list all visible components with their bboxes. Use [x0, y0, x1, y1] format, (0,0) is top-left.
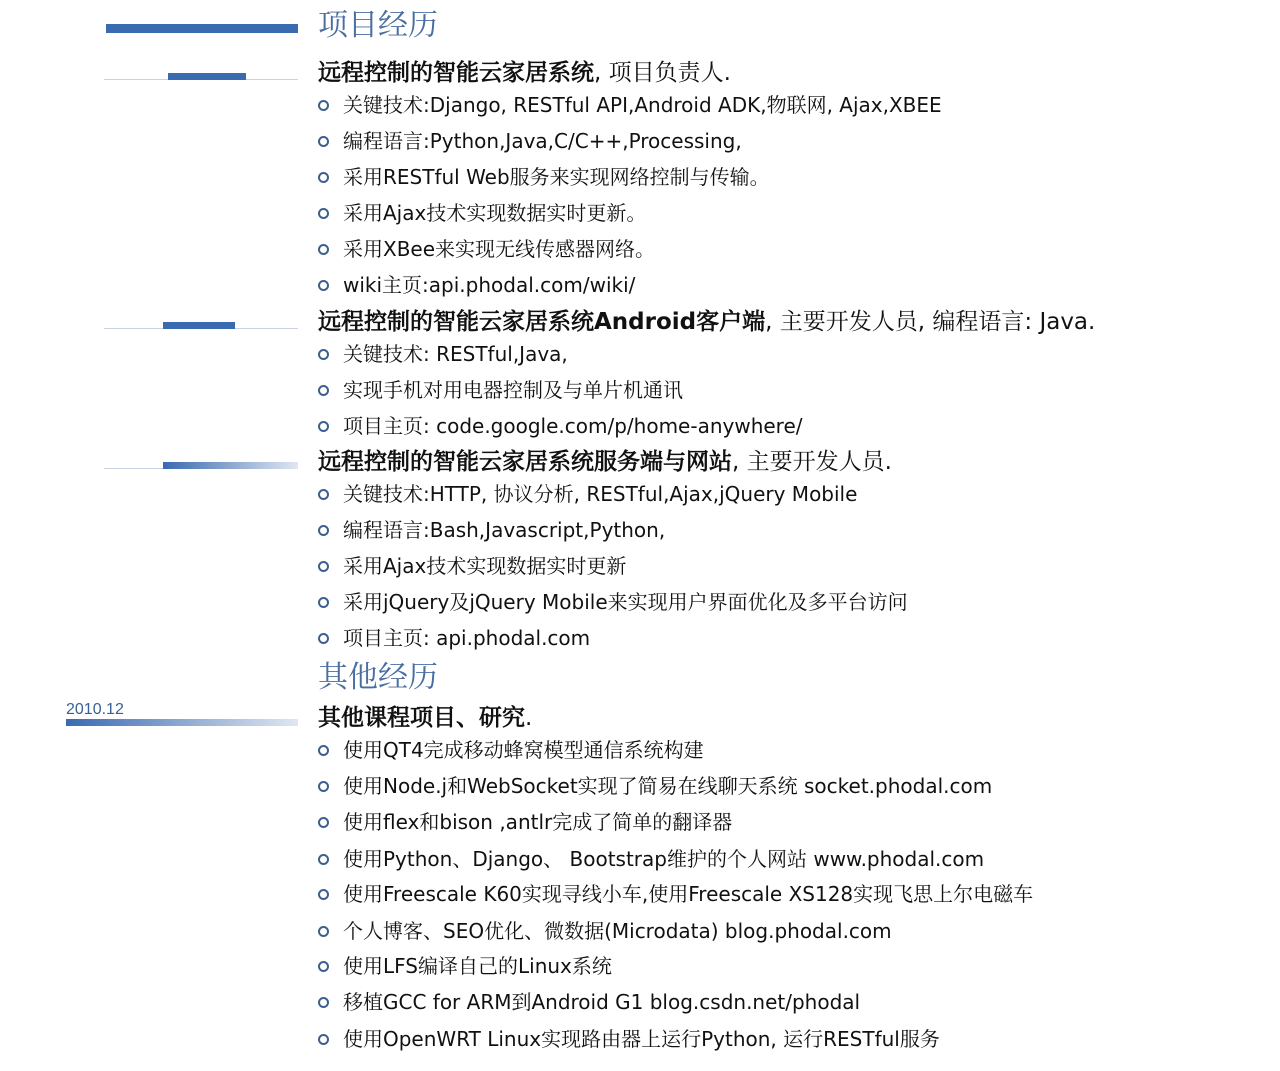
bullet-circle-icon — [318, 172, 329, 183]
bullet-circle-icon — [318, 136, 329, 147]
bullet-circle-icon — [318, 489, 329, 500]
list-item: 关键技术:HTTP, 协议分析, RESTful,Ajax,jQuery Mobile — [318, 479, 857, 509]
list-item: 采用RESTful Web服务来实现网络控制与传输。 — [318, 162, 770, 192]
bullet-circle-icon — [318, 633, 329, 644]
bullet-circle-icon — [318, 385, 329, 396]
bullet-circle-icon — [318, 349, 329, 360]
section-title-projects: 项目经历 — [318, 8, 438, 43]
list-item: 使用Freescale K60实现寻线小车,使用Freescale XS128实现飞思上尔电磁车 — [318, 879, 1033, 909]
entry-title-rest: , 主要开发人员, 编程语言: Java. — [765, 309, 1096, 335]
list-item: 使用flex和bison ,antlr完成了简单的翻译器 — [318, 807, 732, 837]
bullet-circle-icon — [318, 208, 329, 219]
bullet-circle-icon — [318, 244, 329, 255]
list-item: 采用XBee来实现无线传感器网络。 — [318, 234, 655, 264]
list-item: 采用jQuery及jQuery Mobile来实现用户界面优化及多平台访问 — [318, 587, 908, 617]
list-item: 实现手机对用电器控制及与单片机通讯 — [318, 375, 683, 405]
section-bar-projects — [106, 24, 298, 33]
entry-title-4 — [318, 703, 532, 733]
list-item: 编程语言:Python,Java,C/C++,Processing, — [318, 126, 742, 156]
list-item: 使用Python、Django、 Bootstrap维护的个人网站 www.phodal.com — [318, 844, 984, 874]
list-item: 项目主页: api.phodal.com — [318, 623, 590, 653]
entry-title-rest: . — [525, 705, 533, 731]
bullet-circle-icon — [318, 889, 329, 900]
bullet-circle-icon — [318, 926, 329, 937]
list-item: 使用OpenWRT Linux实现路由器上运行Python, 运行RESTful服务 — [318, 1024, 940, 1054]
bullet-circle-icon — [318, 525, 329, 536]
list-item: 个人博客、SEO优化、微数据(Microdata) blog.phodal.com — [318, 916, 892, 946]
list-item: 采用Ajax技术实现数据实时更新。 — [318, 198, 646, 228]
list-item: 使用LFS编译自己的Linux系统 — [318, 951, 612, 981]
entry-marker-3 — [163, 462, 298, 469]
bullet-circle-icon — [318, 280, 329, 291]
list-item: 采用Ajax技术实现数据实时更新 — [318, 551, 626, 581]
bullet-circle-icon — [318, 817, 329, 828]
bullet-circle-icon — [318, 961, 329, 972]
entry-title-rest: , 项目负责人. — [594, 60, 731, 86]
entry-marker-1 — [168, 73, 246, 80]
entry-title-2 — [318, 307, 1095, 337]
entry-date: 2010.12 — [66, 701, 124, 718]
list-item: 关键技术: RESTful,Java, — [318, 339, 568, 369]
entry-title-bold: 远程控制的智能云家居系统服务端与网站 — [318, 449, 732, 475]
list-item: 项目主页: code.google.com/p/home-anywhere/ — [318, 411, 803, 441]
entry-title-rest: , 主要开发人员. — [732, 449, 892, 475]
bullet-circle-icon — [318, 421, 329, 432]
bullet-circle-icon — [318, 781, 329, 792]
list-item: 移植GCC for ARM到Android G1 blog.csdn.net/phodal — [318, 987, 860, 1017]
list-item: 编程语言:Bash,Javascript,Python, — [318, 515, 665, 545]
bullet-circle-icon — [318, 597, 329, 608]
list-item: 使用Node.j和WebSocket实现了简易在线聊天系统 socket.phodal.com — [318, 771, 992, 801]
list-item: wiki主页:api.phodal.com/wiki/ — [318, 270, 635, 300]
bullet-circle-icon — [318, 745, 329, 756]
entry-title-bold: 远程控制的智能云家居系统 — [318, 60, 594, 86]
bullet-circle-icon — [318, 561, 329, 572]
section-title-other: 其他经历 — [318, 660, 438, 695]
entry-title-3 — [318, 447, 892, 477]
entry-title-bold: 其他课程项目、研究 — [318, 705, 525, 731]
bullet-circle-icon — [318, 854, 329, 865]
list-item: 关键技术:Django, RESTful API,Android ADK,物联网, Ajax,XBEE — [318, 90, 942, 120]
entry-title-1 — [318, 58, 731, 88]
entry-marker-4 — [66, 719, 298, 726]
bullet-circle-icon — [318, 100, 329, 111]
entry-marker-2 — [163, 322, 235, 329]
entry-title-bold: 远程控制的智能云家居系统Android客户端 — [318, 309, 766, 335]
bullet-circle-icon — [318, 1034, 329, 1045]
bullet-circle-icon — [318, 997, 329, 1008]
list-item: 使用QT4完成移动蜂窝模型通信系统构建 — [318, 735, 704, 765]
